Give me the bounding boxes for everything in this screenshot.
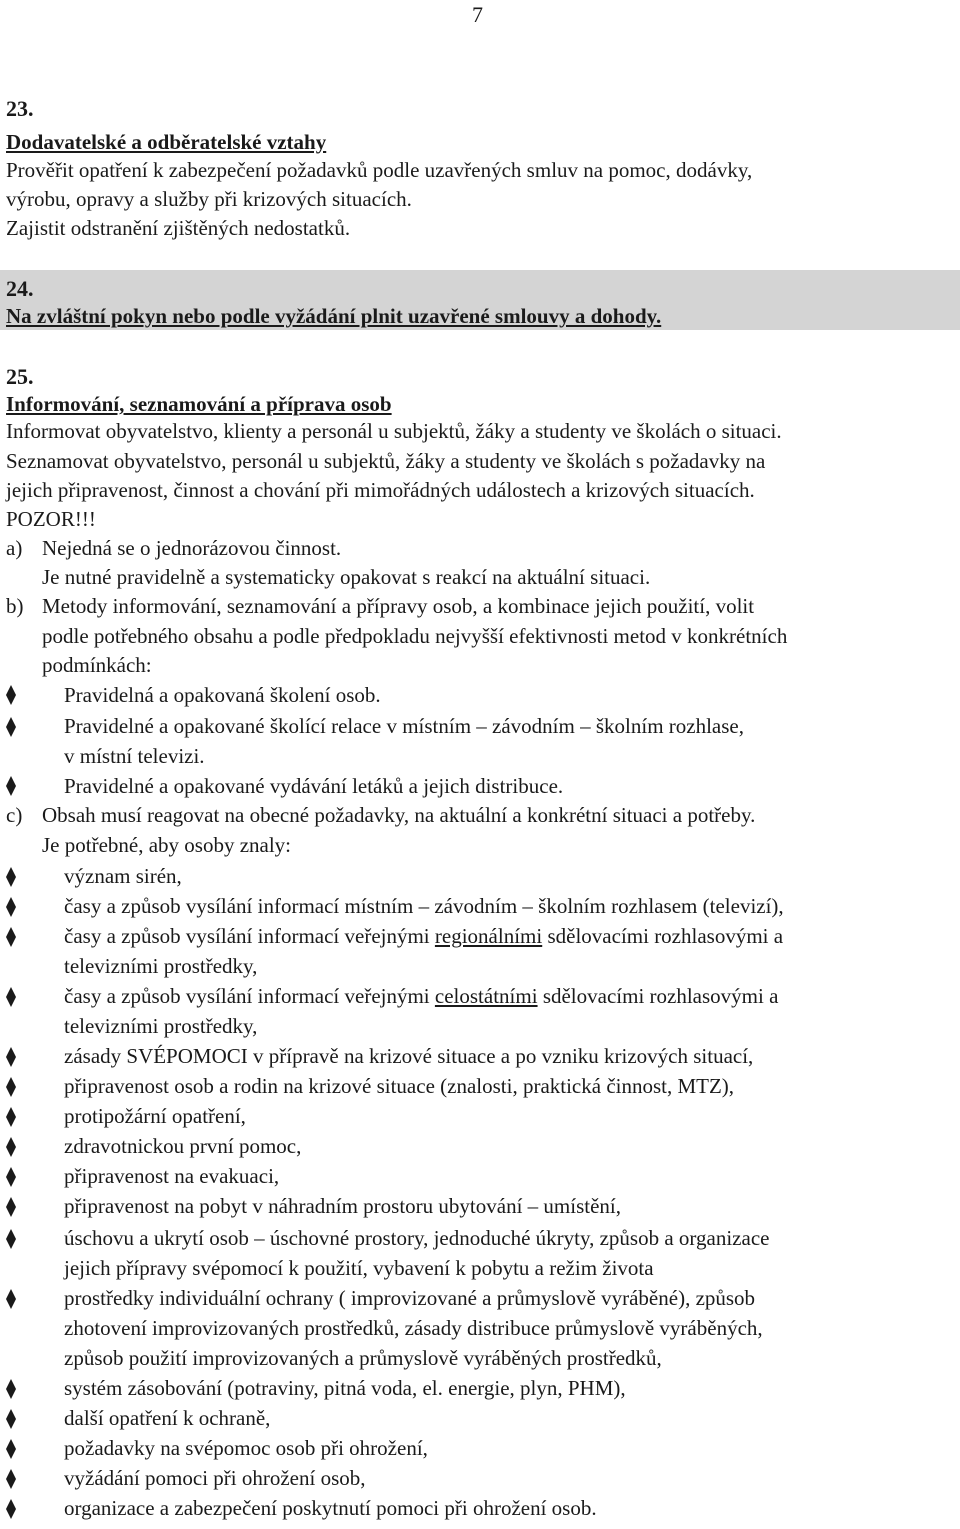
item-c-line: Obsah musí reagovat na obecné požadavky, na aktuální a konkrétní situaci a potřeby. xyxy=(42,803,756,827)
knowledge-item: zásady SVÉPOMOCI v přípravě na krizové situace a po vzniku krizových situací, xyxy=(64,1044,754,1068)
underlined-term: regionálními xyxy=(434,924,543,948)
knowledge-item: požadavky na svépomoc osob při ohrožení, xyxy=(64,1436,428,1460)
knowledge-item: připravenost na evakuaci, xyxy=(64,1164,280,1188)
bullet-icon xyxy=(4,1288,18,1310)
knowledge-item: připravenost na pobyt v náhradním prostoru ubytování – umístění, xyxy=(64,1194,621,1218)
section-23-line: Prověřit opatření k zabezpečení požadavků podle uzavřených smluv na pomoc, dodávky, xyxy=(6,158,753,182)
bullet-icon xyxy=(4,1228,18,1250)
bullet-icon xyxy=(4,1046,18,1068)
knowledge-item-text: sdělovacími rozhlasovými a xyxy=(537,984,779,1008)
warning-text: POZOR!!! xyxy=(6,507,96,531)
knowledge-item xyxy=(64,984,778,1009)
knowledge-item: organizace a zabezpečení poskytnutí pomoci při ohrožení osob. xyxy=(64,1496,597,1520)
bullet-icon xyxy=(4,1076,18,1098)
knowledge-item: význam sirén, xyxy=(64,864,182,888)
bullet-icon xyxy=(4,1196,18,1218)
section-25-intro-line: jejich připravenost, činnost a chování při mimořádných událostech a krizových situacích. xyxy=(6,478,755,502)
knowledge-item-text: časy a způsob vysílání informací veřejnými xyxy=(64,984,435,1008)
knowledge-item-continued: způsob použití improvizovaných a průmyslově vyráběných prostředků, xyxy=(64,1346,662,1370)
underlined-term: celostátními xyxy=(434,984,538,1008)
method-item-continued: v místní televizi. xyxy=(64,744,205,768)
section-25-heading: Informování, seznamování a příprava osob xyxy=(6,392,392,416)
bullet-icon xyxy=(4,775,18,797)
bullet-icon xyxy=(4,986,18,1008)
bullet-icon xyxy=(4,1378,18,1400)
bullet-icon xyxy=(4,1468,18,1490)
knowledge-item xyxy=(64,924,783,949)
knowledge-item-continued: televizními prostředky, xyxy=(64,1014,258,1038)
bullet-icon xyxy=(4,926,18,948)
bullet-icon xyxy=(4,1136,18,1158)
knowledge-item: protipožární opatření, xyxy=(64,1104,246,1128)
item-c-label: c) xyxy=(6,803,23,827)
section-25-number: 25. xyxy=(6,364,34,389)
section-23-line: Zajistit odstranění zjištěných nedostatků. xyxy=(6,216,351,240)
item-a-label: a) xyxy=(6,536,23,560)
knowledge-item: časy a způsob vysílání informací místním – závodním – školním rozhlasem (televizí), xyxy=(64,894,784,918)
knowledge-item: prostředky individuální ochrany ( improvizované a průmyslově vyráběné), způsob xyxy=(64,1286,756,1310)
bullet-icon xyxy=(4,866,18,888)
item-a-line: Nejedná se o jednorázovou činnost. xyxy=(42,536,342,560)
bullet-icon xyxy=(4,1438,18,1460)
section-23-number: 23. xyxy=(6,96,34,121)
method-item: Pravidelná a opakovaná školení osob. xyxy=(64,683,381,707)
knowledge-item: úschovu a ukrytí osob – úschovné prostory, jednoduché úkryty, způsob a organizace xyxy=(64,1226,770,1250)
bullet-icon xyxy=(4,1408,18,1430)
knowledge-item: vyžádání pomoci při ohrožení osob, xyxy=(64,1466,366,1490)
bullet-icon xyxy=(4,1106,18,1128)
knowledge-item: zdravotnickou první pomoc, xyxy=(64,1134,302,1158)
knowledge-item-text: sdělovacími rozhlasovými a xyxy=(542,924,784,948)
knowledge-item: připravenost osob a rodin na krizové situace (znalosti, praktická činnost, MTZ), xyxy=(64,1074,735,1098)
section-23-line: výrobu, opravy a služby při krizových situacích. xyxy=(6,187,412,211)
bullet-icon xyxy=(4,896,18,918)
bullet-icon xyxy=(4,1166,18,1188)
method-item: Pravidelné a opakované vydávání letáků a jejich distribuce. xyxy=(64,774,564,798)
item-b-line: podmínkách: xyxy=(42,653,152,677)
knowledge-item: další opatření k ochraně, xyxy=(64,1406,271,1430)
knowledge-item-text: časy a způsob vysílání informací veřejnými xyxy=(64,924,435,948)
item-b-line: Metody informování, seznamování a přípravy osob, a kombinace jejich použití, volit xyxy=(42,594,755,618)
section-24-number: 24. xyxy=(6,276,34,301)
section-24-heading: Na zvláštní pokyn nebo podle vyžádání plnit uzavřené smlouvy a dohody. xyxy=(6,304,662,328)
page-number: 7 xyxy=(472,2,483,27)
item-a-line: Je nutné pravidelně a systematicky opakovat s reakcí na aktuální situaci. xyxy=(42,565,651,589)
knowledge-item-continued: zhotovení improvizovaných prostředků, zásady distribuce průmyslově vyráběných, xyxy=(64,1316,763,1340)
bullet-icon xyxy=(4,716,18,738)
bullet-icon xyxy=(4,684,18,706)
knowledge-item-continued: televizními prostředky, xyxy=(64,954,258,978)
knowledge-item: systém zásobování (potraviny, pitná voda, el. energie, plyn, PHM), xyxy=(64,1376,626,1400)
bullet-icon xyxy=(4,1498,18,1520)
method-item: Pravidelné a opakované školící relace v místním – závodním – školním rozhlase, xyxy=(64,714,744,738)
section-25-intro-line: Informovat obyvatelstvo, klienty a personál u subjektů, žáky a studenty ve školách o situaci. xyxy=(6,419,782,443)
section-23-heading: Dodavatelské a odběratelské vztahy xyxy=(6,130,327,154)
item-c-line: Je potřebné, aby osoby znaly: xyxy=(42,833,292,857)
item-b-label: b) xyxy=(6,594,24,618)
item-b-line: podle potřebného obsahu a podle předpokladu nejvyšší efektivnosti metod v konkrétních xyxy=(42,624,788,648)
knowledge-item-continued: jejich přípravy svépomocí k použití, vybavení k pobytu a režim života xyxy=(64,1256,654,1280)
section-25-intro-line: Seznamovat obyvatelstvo, personál u subjektů, žáky a studenty ve školách s požadavky na xyxy=(6,449,766,473)
